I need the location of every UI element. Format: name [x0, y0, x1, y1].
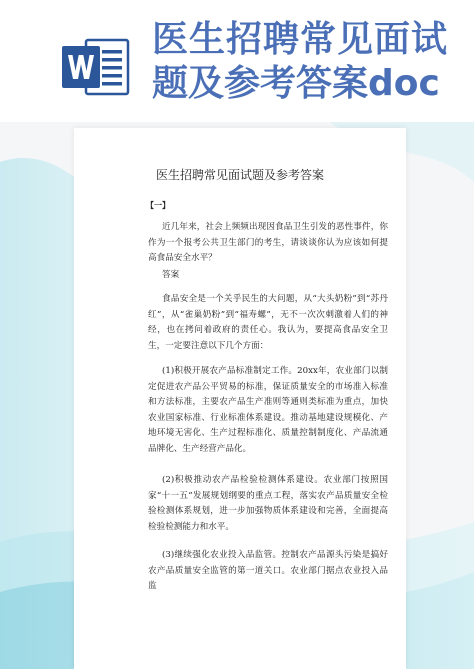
header-banner: [0, 0, 474, 122]
section-marker: 【一】: [146, 200, 170, 210]
word-document-icon: [60, 36, 130, 98]
question-paragraph: 近几年来，社会上频频出现因食品卫生引发的恶性事件，你作为一个报考公共卫生部门的考生，请谈谈你认为应该如何提高食品安全水平？: [148, 222, 388, 264]
answer-paragraph-3: (3)继续强化农业投入品监管。控制农产品源头污染是搞好农产品质量安全监管的第一道关口。农业部门据点农业投入品监: [148, 550, 388, 592]
header-title-line-2: 题及参考答案doc: [152, 63, 440, 104]
answer-paragraph-intro: 食品安全是一个关乎民生的大问题，从“大头奶粉”到“苏丹红”，从“雀巢奶粉”到“福寿螺”，无不一次次刺激着人们的神经，也在拷问着政府的责任心。我认为，要提高食品安全卫生，一定要注意以下几个方面：: [148, 294, 388, 351]
answer-paragraph-2: (2)积极推动农产品检验检测体系建设。农业部门按照国家“十一五”发展规划纲要的重点工程，落实农产品质量安全检验检测体系规划，进一步加强物质体系建设和完善，全面提高检验检测能力和水平。: [148, 475, 388, 532]
document-sheet: [74, 128, 406, 669]
answer-label: 答案: [162, 270, 180, 280]
document-title: 医生招聘常见面试题及参考答案: [155, 168, 324, 182]
header-title: [152, 18, 462, 106]
answer-paragraph-1: (1)积极开展农产品标准制定工作。20xx年，农业部门以制定促进农产品公平贸易的标准，保证质量安全的市场准入标准和方法标准，主要农产品生产准则等通则类标准为重点，加快农业国家标准、行业标准体系建设。推动基地建设规模化、产地环境无害化、生产过程标准化、质量控制制度化、产品流通品牌化、生产经营产品化。: [148, 366, 388, 454]
header-title-line-1: 医生招聘常见面试: [152, 19, 449, 60]
